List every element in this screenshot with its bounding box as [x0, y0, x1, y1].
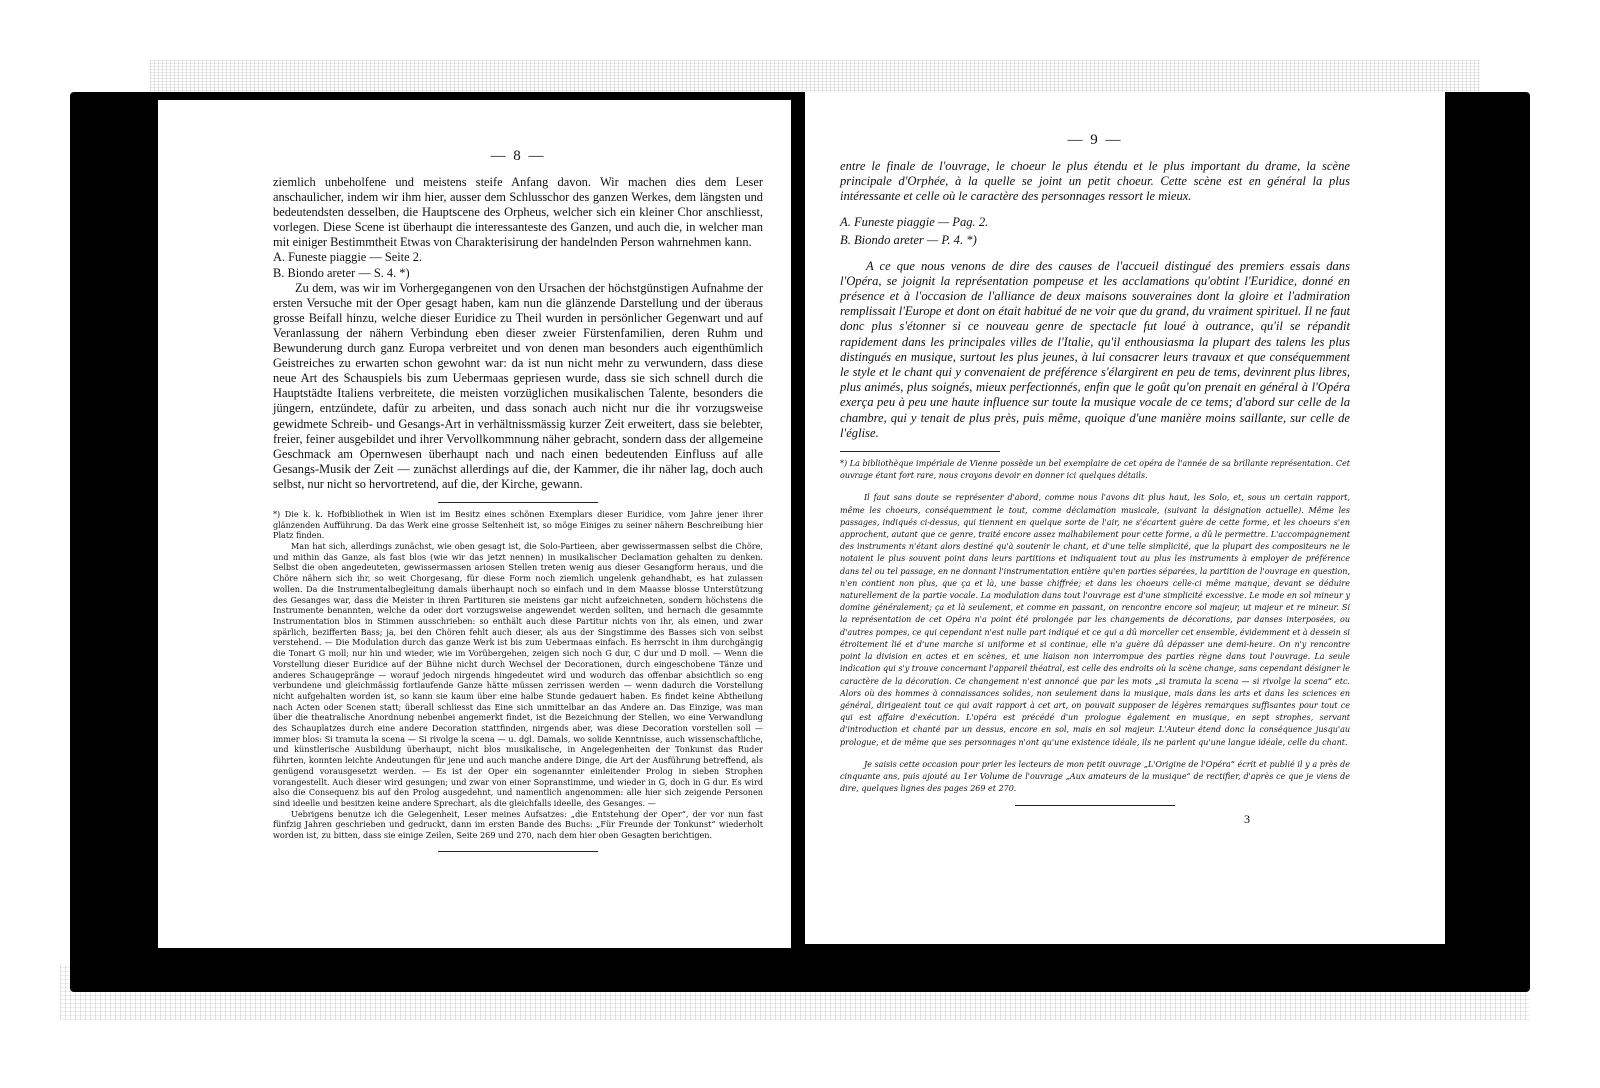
left-page-content [273, 148, 763, 858]
right-footnote-p2: Il faut sans doute se représenter d'abord, comme nous l'avons dit plus haut, les Solo, et, sous un certain rapport, même les choeurs, conséquemment le tout, comme déclamation musicale, (suivant la désignation actuelle). Même les passages, indiqués ci-dessus, qui tiennent en quelque sorte de l'air, ne s'écartent guère de cette forme, et les choeurs s'en approchent, autant que ce genre, traité encore assez malhabilement pour cette forme, a dû le permettre. L'accompagnement des instruments n'étant alors destiné qu'à soutenir le chant, et d'une telle simplicité, que la plupart des compositeurs ne le notaient le plus souvent point dans leurs partitions et indiquaient tout au plus les instruments à employer de préférence dans tel ou tel passage, en ne donnant l'instrumentation entière qu'en parties séparées, la partition de l'ouvrage en question, n'en contient non plus, que ça et là, une basse chiffrée; et dans les choeurs celle-ci même manque, devant se déduire naturellement de la partie vocale. La modulation dans tout l'ouvrage est d'une simplicité excessive. Le mode en sol mineur y domine généralement; ça et là seulement, et comme en passant, on rencontre encore sol majeur, ut majeur et re mineur. Si la représentation de cet Opéra n'a point été prolongée par les changements de décorations, par danses interposées, ou d'autres pompes, ce qui cependant n'est nulle part indiqué et ce qui a dû morceller cet ensemble, évidemment et à dessein si étroitement lié et d'une marche si uniforme et si continue, elle n'a guère dû dépasser une demi-heure. On n'y rencontre point la division en actes et en scènes, et une liaison non interrompue des parties règne dans tout l'ouvrage. La seule indication qui s'y trouve concernant l'appareil théatral, est celle des endroits où la scène change, sans cependant désigner le caractère de la décoration. Ce changement n'est annoncé que par les mots „si tramuta la scena — si rivolge la scena“ etc. Alors où des hommes à connaissances solides, non seulement dans la musique, mais dans les arts et dans les sciences en général, dirigeaient tout ce qui avait rapport à cet art, on pouvait supposer de légères remarques suffisantes pour tout ce qui est affaire d'exécution. L'opéra est précédé d'un prologue également en musique, en sept strophes, servant d'introduction et chanté par un dessus, encore en sol, mais en sol majeur. L'Auteur étend donc la conséquence jusqu'au prologue, et de même que ses personnages n'ont qu'une existence idéale, ils ne parlent qu'une langue idéale, celle du chant. [840, 493, 1350, 747]
left-end-rule [438, 851, 598, 852]
signature-mark: 3 [1244, 812, 1250, 827]
right-intro-paragraph: entre le finale de l'ouvrage, le choeur le plus étendu et le plus important du drame, la scène principale d'Orphée, à la quelle se joint un petit choeur. Cette scène est en général la plus intéressante et celle où le caractère des personnages ressort le mieux. [840, 159, 1350, 204]
left-page [158, 100, 791, 948]
right-page-content [840, 132, 1350, 832]
right-item-b: B. Biondo areter — P. 4. *) [840, 232, 977, 247]
left-footnote-p3: Uebrigens benutze ich die Gelegenheit, Leser meines Aufsatzes: „die Entstehung der Oper“, der vor nun fast fünfzig Jahren geschrieben und gedruckt, dann im ersten Bande des Buchs: „Für Freunde der Tonkunst“ wiederholt worden ist, zu bitten, dass sie einige Zeilen, Seite 269 und 270, nach dem hier oben Gesagten berichtigen. [273, 808, 763, 841]
left-footnote [273, 509, 763, 841]
right-footnote-p3: Je saisis cette occasion pour prier les lecteurs de mon petit ouvrage „L'Origine de l'Opéra“ écrit et publié il y a près de cinquante ans, puis ajouté au 1er Volume de l'ouvrage „Aux amateurs de la musique“ de rectifier, d'après ce que je viens de dire, quelques lignes des pages 269 et 270. [840, 759, 1350, 794]
right-body [840, 159, 1350, 441]
left-intro-paragraph: ziemlich unbeholfene und meistens steife Anfang davon. Wir machen dies dem Leser anschaulicher, indem wir ihm hier, ausser dem Schlusschor des ganzen Werkes, dem längsten und bedeutendsten desselben, die Hauptscene des Orpheus, welcher sich ein kleiner Chor anschliesst, vorlegen. Diese Scene ist überhaupt die interessanteste des Ganzen, und auch die, in welcher man mit einiger Bestimmtheit Etwas von Charakterisirung der handelnden Person wahrnehmen kann. [273, 175, 763, 250]
right-footnote-rule [840, 451, 1000, 452]
right-end-rule [1015, 805, 1175, 806]
left-footnote-p1: *) Die k. k. Hofbibliothek in Wien ist im Besitz eines schönen Exemplars dieser Euridice, vom Jahre jener ihrer glänzenden Aufführung. Da das Werk eine grosse Seltenheit ist, so möge Einiges zu seiner nähern Beschreibung hier Platz finden. [273, 508, 763, 541]
right-page-number: — 9 — [1067, 132, 1123, 148]
right-footnote-p1: *) La bibliothèque impériale de Vienne possède un bel exemplaire de cet opéra de l'année de sa brillante représentation. Cet ouvrage étant fort rare, nous croyons devoir en donner ici quelques détails. [840, 459, 1350, 481]
right-page [805, 92, 1445, 944]
left-body [273, 175, 763, 492]
left-footnote-rule [438, 502, 598, 503]
left-item-b: B. Biondo areter — S. 4. *) [273, 265, 410, 280]
right-footnote [840, 458, 1350, 795]
left-item-a: A. Funeste piaggie — Seite 2. [273, 250, 423, 265]
right-main-paragraph: A ce que nous venons de dire des causes de l'accueil distingué des premiers essais dans l'Opéra, se joignit la représentation pompeuse et les acclamations qu'obtint l'Euridice, donné en présence et à l'occasion de l'alliance de deux maisons souveraines dont la gloire et l'admiration remplissait l'Europe et dont on était habitué de ne voir que du grand, du vraiment spirituel. Il ne faut donc plus s'étonner si ce nouveau genre de spectacle fut loué à outrance, qu'il se répandit rapidement dans les principales villes de l'Italie, qu'il enthousiasma la plupart des talens les plus distingués en musique, surtout les plus jeunes, à lui consacrer leurs travaux et que conséquemment le style et le chant qui y convenaient de préférence s'élargirent en peu de tems, devinrent plus libres, plus animés, plus soignés, mieux perfectionnés, enfin que le goût qu'on prenait en général à l'Opéra exerça peu à peu une haute influence sur toute la musique vocale de ce tems; d'abord sur celle de la chambre, qui y tenait de plus près, puis même, quoique d'une manière moins saillante, sur celle de l'église. [840, 258, 1350, 440]
left-footnote-p2: Man hat sich, allerdings zunächst, wie oben gesagt ist, die Solo-Partieen, aber gewissermassen selbst die Chöre, und mithin das Ganze, als fast blos (wie wir das jetzt nennen) in musikalischer Declamation gehalten zu denken. Selbst die oben angedeuteten, gewissermassen ariosen Stellen treten wenig aus dieser Gesangform heraus, und die Chöre nähern sich ihr, so weit Chorgesang, für diese Form noch ziemlich ungelenk gehandhabt, es hat zulassen wollen. Da die Instrumentalbegleitung damals überhaupt noch so einfach und in dem Maasse blosse Unterstützung des Gesanges war, dass die Meister in ihren Partituren sie meistens gar nicht aufzeichneten, sondern höchstens die Instrumente benannten, welche da oder dort vorzugsweise angewendet werden sollten, und hernach die gesammte Instrumentation blos in Stimmen ausschrieben: so enthält auch diese Partitur nichts von ihr, als einen, und zwar spärlich, bezifferten Bass; ja, bei den Chören fehlt auch dieser, als aus der Singstimme des Basses sich von selbst verstehend. — Die Modulation durch das ganze Werk ist bis zum Uebermaas einfach. Es herrscht in ihm durchgängig die Tonart G moll; nur hin und wieder, wie im Vorübergehen, zeigen sich noch G dur, C dur und D moll. — Wenn die Vorstellung dieser Euridice auf der Bühne nicht durch Wechsel der Decorationen, durch eingeschobene Tänze und anderes Schaugepränge — worauf jedoch nirgends hingedeutet wird und wodurch das offenbar absichtlich so eng verbundene und gleichmässig fortlaufende Ganze hätte müssen zerrissen werden — wenn dadurch die Vorstellung nicht aufgehalten worden ist, so kann sie kaum über eine halbe Stunde gedauert haben. Es findet keine Abtheilung nach Acten oder Scenen statt; überall schliesst das Eine sich unmittelbar an das Andere an. Das Einzige, was man über die theatralische Anordnung nebenbei angemerkt findet, ist die Bezeichnung der Stellen, wo eine Verwandlung des Schauplatzes durch eine andere Decoration stattfinden, nirgends aber, was diese Decoration vorstellen soll — immer blos: Si tramuta la scena — Si rivolge la scena — u. dgl. Damals, wo solide Kenntnisse, auch wissenschaftliche, und künstlerische Ausbildung überhaupt, nicht blos musikalische, in Angelegenheiten der Tonkunst das Ruder führten, konnten leichte Andeutungen für jene und auch manche andere Dinge, die Art der Ausführung betreffend, als genügend vorausgesetzt werden. — Es ist der Oper ein sogenannter einleitender Prolog in sieben Strophen vorangestellt. Auch dieser wird gesungen; und zwar von einer Sopranstimme, und wieder in G, doch in G dur. Es wird also die Consequenz bis auf den Prolog ausgedehnt, und namentlich angenommen: alle hier sich zeigende Personen sind ideelle und besitzen keine andere Sprechart, als die gleichfalls ideelle, des Gesanges. — [273, 541, 763, 808]
right-item-a: A. Funeste piaggie — Pag. 2. [840, 214, 989, 229]
left-main-paragraph: Zu dem, was wir im Vorhergegangenen von den Ursachen der höchstgünstigen Aufnahme der ersten Versuche mit der Oper gesagt haben, kam nun die glänzende Darstellung und der überaus grosse Beifall hinzu, welche dieser Euridice zu Theil wurden in persönlicher Gegenwart und auf Veranlassung der nähern Verbindung eben dieser zweier Fürstenfamilien, deren Ruhm und Bewunderung durch ganz Europa verbreitet und von denen man besonders auch eigenthümlich Geistreiches zu erwarten schon gewohnt war: da ist nun nicht mehr zu verwundern, dass diese neue Art des Schauspiels bis zum Uebermaas gepriesen wurde, dass sie sich schnell durch die Hauptstädte Italiens verbreitete, die meisten vorzüglichen musikalischen Talente, besonders die jüngern, entzündete, dafür zu arbeiten, und dass sonach auch nicht nur die ihr vorzugsweise gewidmete Schreib- und Gesangs-Art in verhältnissmässig kurzer Zeit erweitert, dass sie belebter, freier, feiner ausgebildet und ihrer Vervollkommnung näher gebracht, sondern dass der allgemeine Geschmack am Opernwesen überhaupt nach und nach einen bedeutenden Einfluss auf alle Gesangs-Musik der Zeit — zunächst allerdings auf die, der Kammer, die ihr näher lag, doch auch selbst, nur nicht so hervortretend, auf die, der Kirche, gewann. [273, 280, 763, 491]
left-page-number: — 8 — [490, 148, 546, 164]
